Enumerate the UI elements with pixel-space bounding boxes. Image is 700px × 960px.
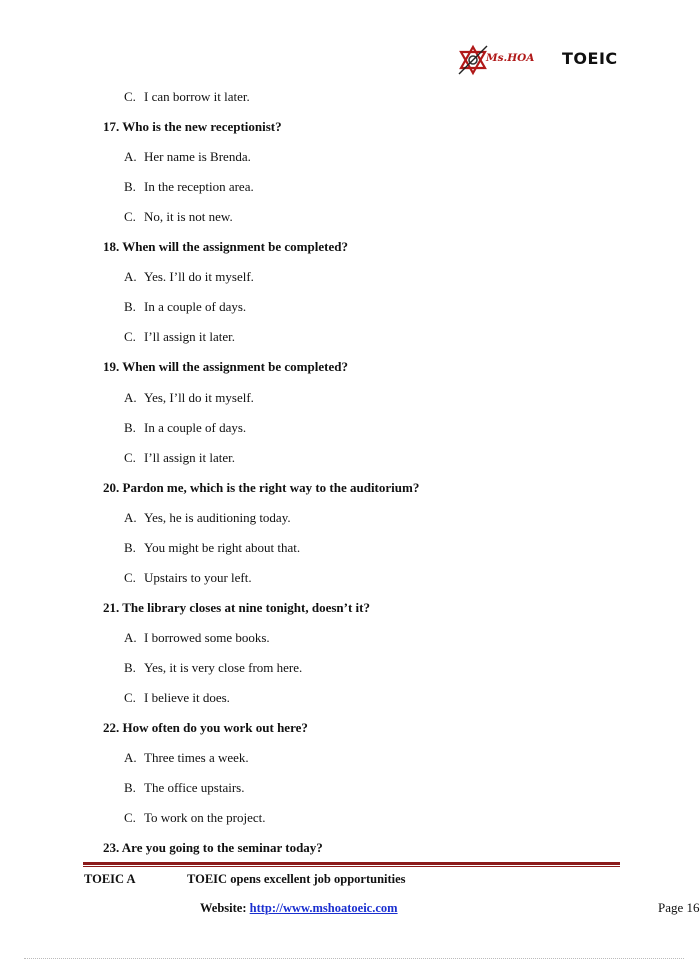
footer-rule-thin (83, 866, 620, 867)
option-letter: A. (124, 390, 137, 405)
question-heading: 21. The library closes at nine tonight, doesn’t it? (103, 600, 370, 615)
answer-option (124, 420, 246, 436)
option-text: I’ll assign it later. (144, 329, 235, 344)
option-text: Upstairs to your left. (144, 570, 252, 585)
answer-option (124, 390, 254, 406)
option-letter: B. (124, 299, 136, 314)
option-text: Yes, it is very close from here. (144, 660, 303, 675)
option-letter: C. (124, 690, 136, 705)
answer-option (124, 540, 300, 556)
answer-option (124, 299, 246, 315)
option-text: In the reception area. (144, 179, 254, 194)
logo-mark-icon (458, 44, 488, 76)
answer-option (124, 780, 244, 796)
answer-option (124, 630, 270, 646)
option-text: You might be right about that. (144, 540, 301, 555)
option-text: Yes, I’ll do it myself. (144, 390, 254, 405)
option-text: To work on the project. (144, 810, 266, 825)
answer-option (124, 510, 291, 526)
option-letter: C. (124, 570, 136, 585)
answer-option (124, 329, 235, 345)
footer-left: TOEIC A (84, 872, 136, 886)
page-edge (24, 958, 684, 959)
option-text: Yes, he is auditioning today. (144, 510, 291, 525)
footer-website (200, 900, 398, 916)
option-letter: C. (124, 89, 136, 104)
answer-option (124, 209, 233, 225)
option-text: Yes. I’ll do it myself. (144, 269, 254, 284)
question-heading: 23. Are you going to the seminar today? (103, 840, 323, 855)
question-heading: 19. When will the assignment be completed? (103, 359, 348, 374)
footer-rule-thick (83, 862, 620, 865)
answer-option (124, 660, 302, 676)
option-letter: A. (124, 149, 137, 164)
option-letter: B. (124, 420, 136, 435)
option-letter: A. (124, 510, 137, 525)
option-letter: A. (124, 630, 137, 645)
option-letter: B. (124, 780, 136, 795)
option-letter: B. (124, 179, 136, 194)
option-text: In a couple of days. (144, 420, 247, 435)
answer-option (124, 690, 230, 706)
option-letter: C. (124, 209, 136, 224)
logo-toeic-text: TOEIC (562, 49, 618, 68)
option-text: Her name is Brenda. (144, 149, 251, 164)
answer-option (124, 179, 254, 195)
footer-slogan: TOEIC opens excellent job opportunities (187, 872, 406, 886)
option-text: I’ll assign it later. (144, 450, 235, 465)
website-label: Website: (200, 901, 247, 915)
answer-option (124, 450, 235, 466)
option-letter: C. (124, 329, 136, 344)
option-letter: A. (124, 750, 137, 765)
website-link[interactable]: http://www.mshoatoeic.com (249, 901, 398, 915)
answer-option (124, 750, 249, 766)
question-heading: 18. When will the assignment be completed? (103, 239, 348, 254)
question-heading: 22. How often do you work out here? (103, 720, 308, 735)
option-text: Three times a week. (144, 750, 249, 765)
option-text: I borrowed some books. (144, 630, 270, 645)
option-letter: B. (124, 660, 136, 675)
option-text: In a couple of days. (144, 299, 247, 314)
option-text: I can borrow it later. (144, 89, 250, 104)
logo-ms-text: Ms.HOA (486, 52, 535, 64)
answer-option (124, 810, 265, 826)
option-letter: A. (124, 269, 137, 284)
brand-logo (458, 44, 618, 78)
option-text: The office upstairs. (144, 780, 245, 795)
option-text: No, it is not new. (144, 209, 233, 224)
page-number: Page 16 (658, 900, 700, 915)
option-text: I believe it does. (144, 690, 230, 705)
answer-option (124, 89, 250, 105)
answer-option (124, 570, 252, 586)
question-heading: 17. Who is the new receptionist? (103, 119, 282, 134)
option-letter: C. (124, 810, 136, 825)
answer-option (124, 149, 251, 165)
question-heading: 20. Pardon me, which is the right way to the auditorium? (103, 480, 420, 495)
option-letter: B. (124, 540, 136, 555)
answer-option (124, 269, 254, 285)
option-letter: C. (124, 450, 136, 465)
